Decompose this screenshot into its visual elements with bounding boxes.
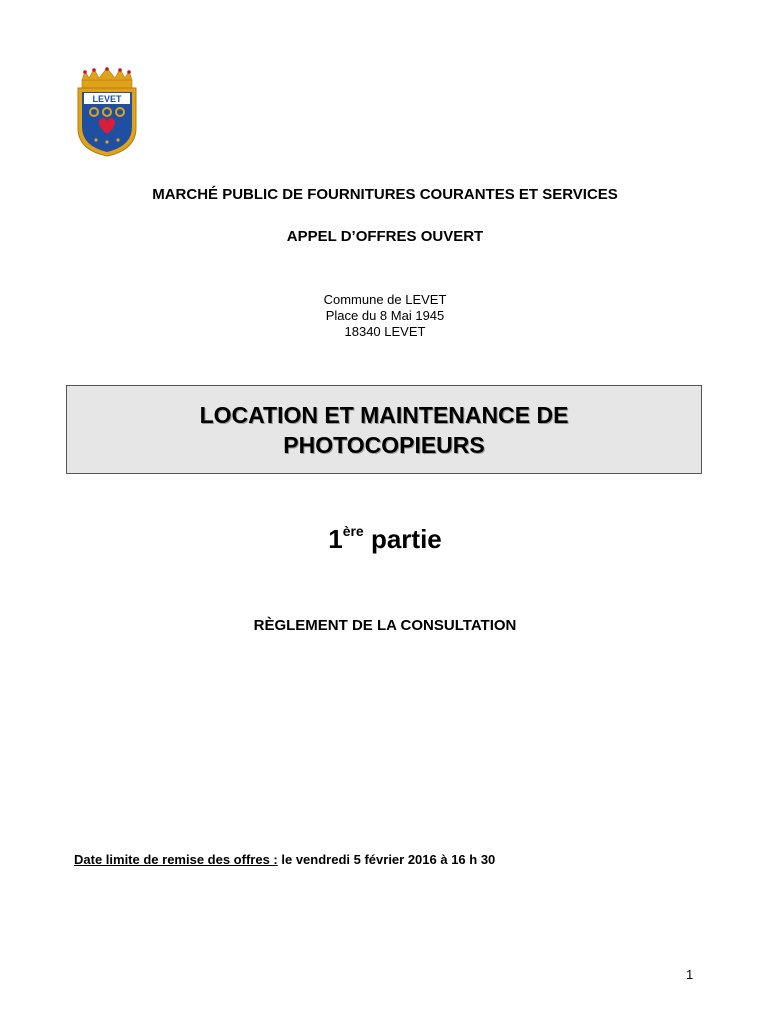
levet-coat-of-arms-logo [74,66,140,158]
deadline [74,852,495,867]
address-line-postcode: 18340 LEVET [344,324,426,339]
title-line-2: PHOTOCOPIEURS [283,431,485,458]
part-number: 1 [328,524,343,554]
title-line-1: LOCATION ET MAINTENANCE DE [199,401,569,428]
logo-text: LEVET [92,94,122,104]
address-block [0,292,770,340]
document-title [164,400,604,460]
address-line-street: Place du 8 Mai 1945 [325,308,445,323]
part-word: partie [370,524,442,554]
address-line-commune: Commune de LEVET [323,292,447,307]
deadline-label: Date limite de remise des offres : [74,852,278,867]
page-number: 1 [686,967,694,982]
deadline-value: le vendredi 5 février 2016 à 16 h 30 [281,852,496,867]
part-ordinal-suffix: ère [342,523,364,539]
title-box [66,385,702,474]
document-heading: MARCHÉ PUBLIC DE FOURNITURES COURANTES ET SERVICES [152,186,618,203]
part-label [0,523,770,555]
document-subtitle: RÈGLEMENT DE LA CONSULTATION [253,617,517,634]
procedure-type: APPEL D’OFFRES OUVERT [286,228,484,245]
